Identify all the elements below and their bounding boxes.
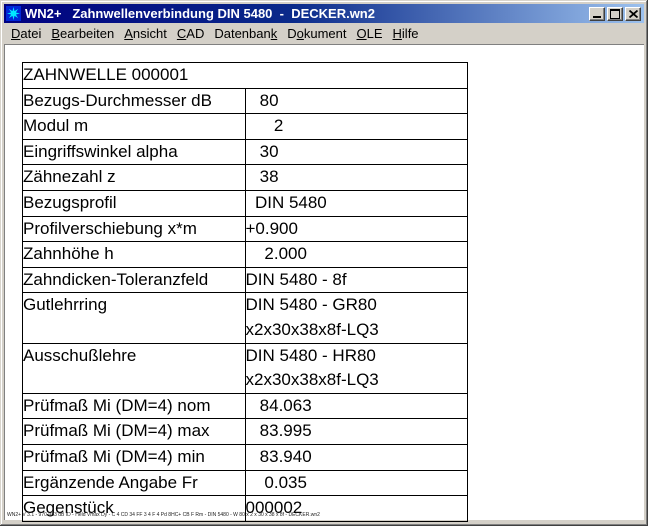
parameter-label-cell: Eingriffswinkel alpha — [23, 139, 246, 165]
parameter-value-line: DIN 5480 — [245, 192, 327, 212]
parameter-label-cell: Zähnezahl z — [23, 165, 246, 191]
table-header-row — [23, 63, 468, 89]
window-title: WN2+ Zahnwellenverbindung DIN 5480 - DECKER.wn2 — [25, 6, 375, 21]
parameter-value-line: 80 — [245, 90, 279, 110]
parameter-label-cell: Prüfmaß Mi (DM=4) nom — [23, 393, 246, 419]
parameter-value-line: x2x30x38x8f-LQ3 — [245, 319, 379, 339]
table-row — [23, 293, 468, 343]
client-area — [4, 44, 644, 520]
parameter-label-cell: Bezugsprofil — [23, 190, 246, 216]
parameters-table-body — [23, 63, 468, 522]
close-icon — [629, 10, 638, 18]
parameter-value-cell — [245, 444, 468, 470]
parameter-value-line: 0.035 — [245, 472, 307, 492]
parameter-value-cell — [245, 216, 468, 242]
close-button[interactable] — [625, 7, 641, 21]
parameter-value-line: 83.995 — [245, 421, 312, 441]
menu-item-datei[interactable]: Datei — [11, 25, 42, 41]
table-row — [23, 419, 468, 445]
table-title-cell: ZAHNWELLE 000001 — [23, 63, 468, 89]
starburst-glyph — [7, 7, 20, 20]
parameter-value-cell — [245, 293, 468, 343]
parameter-value-cell — [245, 267, 468, 293]
parameter-label-cell: Ergänzende Angabe Fr — [23, 470, 246, 496]
table-row — [23, 470, 468, 496]
parameter-label-cell: Bezugs-Durchmesser dB — [23, 88, 246, 114]
maximize-icon — [610, 9, 620, 19]
parameter-label-cell: Gegenstück — [23, 496, 246, 522]
menu-item-cad[interactable]: CAD — [176, 25, 205, 41]
window-controls — [589, 7, 641, 21]
parameter-value-cell — [245, 88, 468, 114]
parameter-value-line: DIN 5480 - 8f — [245, 269, 347, 289]
menu-bar — [4, 24, 644, 43]
menu-item-ole[interactable]: OLE — [356, 25, 383, 41]
parameter-label-cell: Prüfmaß Mi (DM=4) min — [23, 444, 246, 470]
table-row — [23, 114, 468, 140]
parameters-table — [22, 62, 468, 522]
table-row — [23, 444, 468, 470]
menu-item-dokument[interactable]: Dokument — [287, 25, 347, 41]
menu-item-ansicht[interactable]: Ansicht — [124, 25, 167, 41]
parameter-value-cell — [245, 165, 468, 191]
parameter-label-cell: Prüfmaß Mi (DM=4) max — [23, 419, 246, 445]
parameter-value-cell — [245, 114, 468, 140]
app-starburst-icon[interactable] — [6, 6, 21, 21]
table-row — [23, 165, 468, 191]
parameter-value-line: 83.940 — [245, 446, 312, 466]
parameter-value-cell — [245, 419, 468, 445]
parameter-value-line: 2.000 — [245, 244, 307, 264]
parameter-value-line: 30 — [245, 141, 279, 161]
parameter-label-cell: Gutlehrring — [23, 293, 246, 343]
table-row — [23, 343, 468, 393]
parameter-label-cell: Profilverschiebung x*m — [23, 216, 246, 242]
parameter-value-line: DIN 5480 - HR80 — [245, 345, 376, 365]
parameter-value-line: 2 — [245, 116, 284, 136]
minimize-icon — [593, 16, 601, 18]
parameter-value-line: x2x30x38x8f-LQ3 — [245, 370, 379, 390]
parameter-value-cell — [245, 139, 468, 165]
parameter-value-line: +0.900 — [245, 218, 298, 238]
parameter-value-cell — [245, 393, 468, 419]
parameter-value-cell — [245, 190, 468, 216]
menu-item-datenbank[interactable]: Datenbank — [214, 25, 278, 41]
parameter-value-cell — [245, 470, 468, 496]
maximize-button[interactable] — [607, 7, 623, 21]
parameter-label-cell: Ausschußlehre — [23, 343, 246, 393]
table-row — [23, 242, 468, 268]
table-row — [23, 190, 468, 216]
parameter-value-cell — [245, 242, 468, 268]
menu-item-bearbeiten[interactable]: Bearbeiten — [51, 25, 115, 41]
parameter-label-cell: Zahndicken-Toleranzfeld — [23, 267, 246, 293]
parameter-label-cell: Zahnhöhe h — [23, 242, 246, 268]
title-bar[interactable] — [4, 4, 644, 23]
table-row — [23, 88, 468, 114]
parameter-value-line: 84.063 — [245, 395, 312, 415]
table-row — [23, 393, 468, 419]
parameter-value-line: DIN 5480 - GR80 — [245, 295, 377, 315]
minimize-button[interactable] — [589, 7, 605, 21]
parameter-value-line: 000002 — [245, 498, 303, 518]
parameter-value-line: 38 — [245, 167, 279, 187]
parameter-label-cell: Modul m — [23, 114, 246, 140]
table-row — [23, 216, 468, 242]
status-footer-text: WN2+ V 3.1 - 970-983 dB ID - Held Vmax Dy - C 4 CD 34 FF 3 4 F 4 Pd 8HC+ CB F Rm - DIN 5480 - W 80 x 2 x 30 x 38 x 8f - DECKER.wn2 — [7, 512, 320, 518]
table-row — [23, 139, 468, 165]
table-row — [23, 267, 468, 293]
menu-item-hilfe[interactable]: Hilfe — [392, 25, 419, 41]
parameter-value-cell — [245, 343, 468, 393]
